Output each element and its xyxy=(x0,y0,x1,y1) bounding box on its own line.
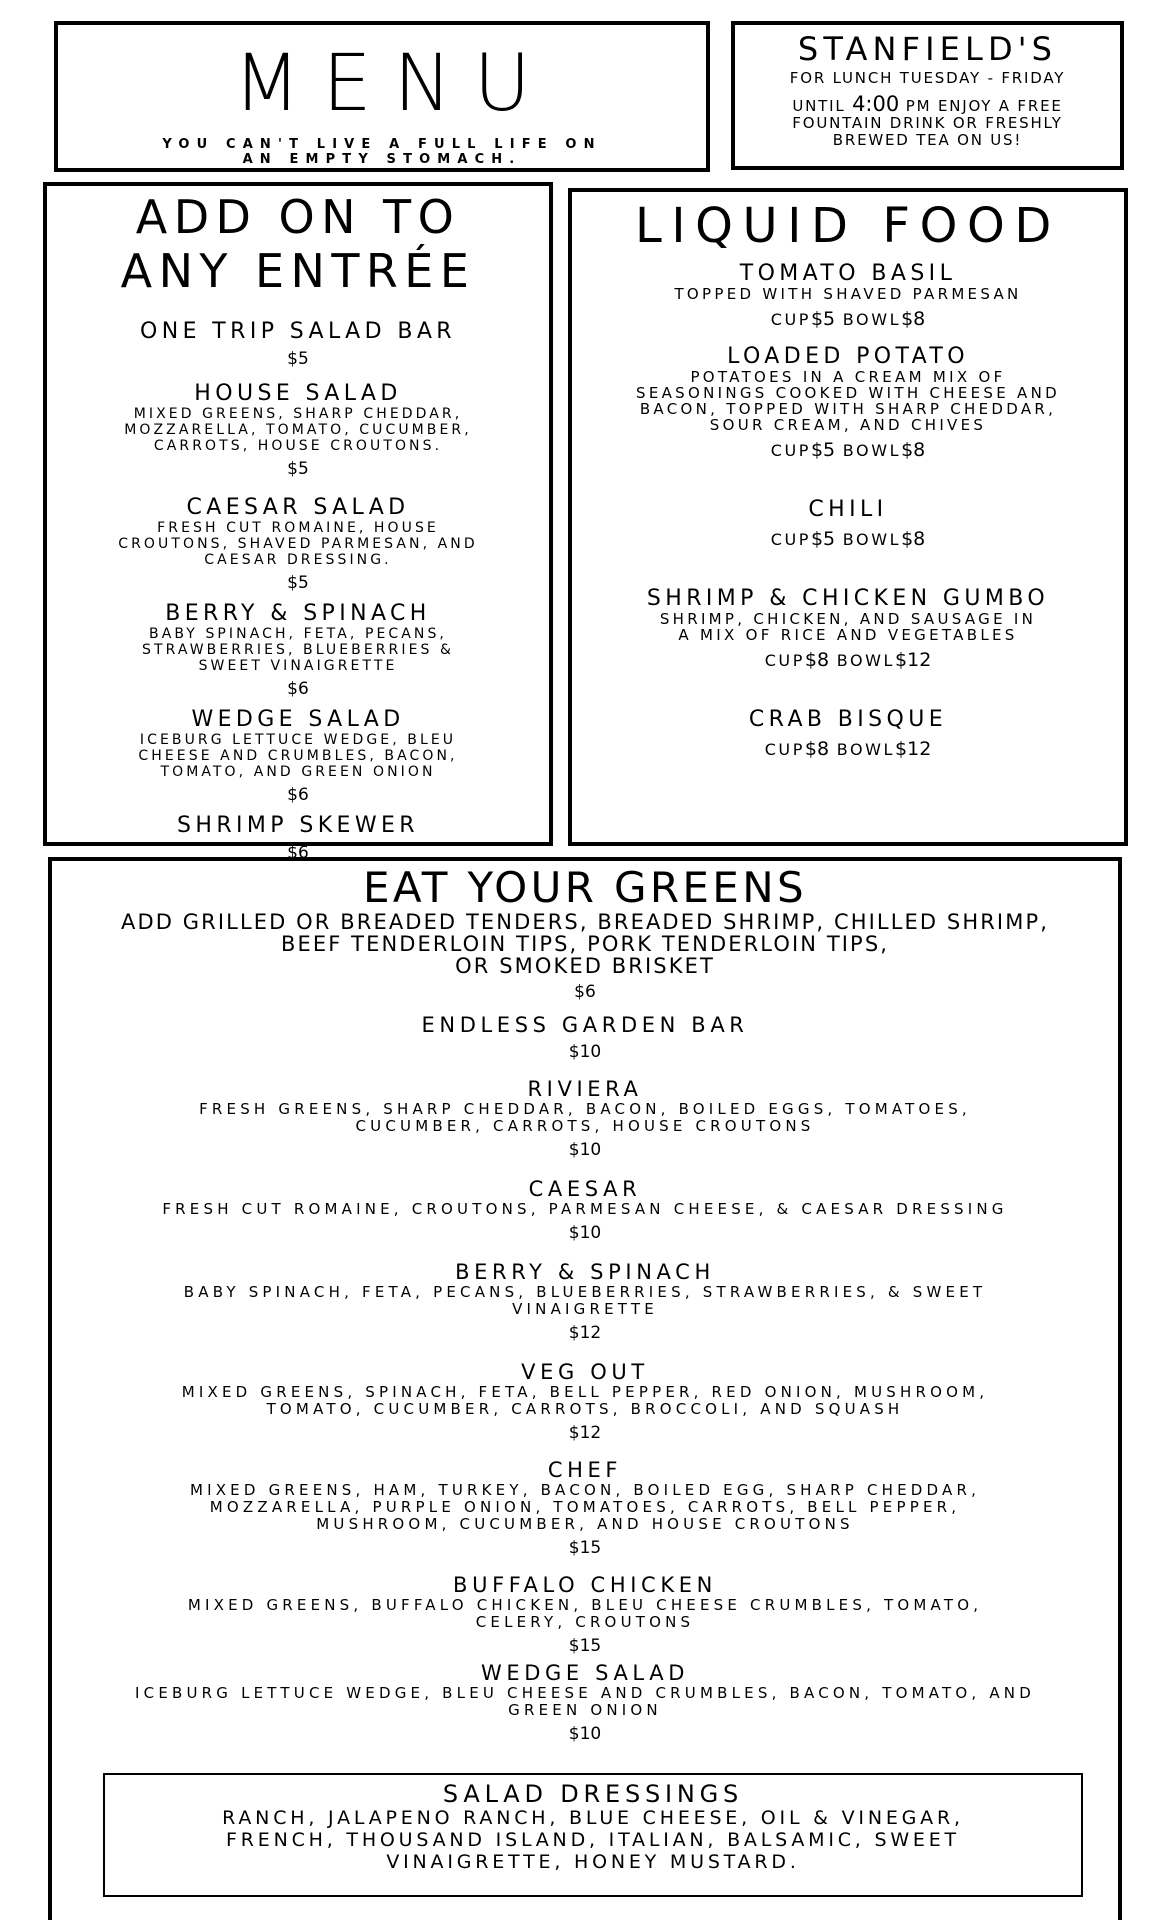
description-line: STRAWBERRIES, BLUEBERRIES & xyxy=(141,642,454,658)
description-line: MOZZARELLA, TOMATO, CUCUMBER, xyxy=(124,422,472,438)
description-line: CROUTONS, SHAVED PARMESAN, AND xyxy=(118,536,478,552)
addon-protein-line: ADD GRILLED OR BREADED TENDERS, BREADED SHRIMP, CHILLED SHRIMP, xyxy=(121,910,1049,934)
salad-description xyxy=(52,1284,1118,1318)
cup-bowl-prices xyxy=(572,439,1124,462)
cup-price: $5 xyxy=(810,439,836,461)
salad-price: $10 xyxy=(568,1223,602,1243)
promo-text: PM ENJOY A FREE xyxy=(899,97,1063,115)
cup-label: CUP xyxy=(764,740,805,759)
description-line: ICEBURG LETTUCE WEDGE, BLEU xyxy=(139,732,457,748)
spacer xyxy=(835,310,843,329)
liquid-food-section xyxy=(568,188,1128,846)
cup-price: $5 xyxy=(810,308,836,330)
cup-bowl-prices xyxy=(572,308,1124,331)
bowl-price: $12 xyxy=(895,738,932,760)
description-line: TOPPED WITH SHAVED PARMESAN xyxy=(674,285,1022,303)
description-line: TOMATO, CUCUMBER, CARROTS, BROCCOLI, AND SQUASH xyxy=(266,1400,904,1418)
liquid-heading: LIQUID FOOD xyxy=(635,198,1061,254)
item-name: WEDGE SALAD xyxy=(191,707,405,732)
bowl-label: BOWL xyxy=(842,530,902,549)
addon-item xyxy=(47,382,549,480)
salad-description xyxy=(52,1201,1118,1218)
description-line: POTATOES IN A CREAM MIX OF xyxy=(690,368,1006,386)
bowl-label: BOWL xyxy=(836,651,896,670)
cup-bowl-prices xyxy=(572,649,1124,672)
description-line: BABY SPINACH, FETA, PECANS, xyxy=(149,626,447,642)
description-line: BABY SPINACH, FETA, PECANS, BLUEBERRIES, STRAWBERRIES, & SWEET xyxy=(183,1283,987,1301)
bowl-price: $8 xyxy=(901,308,926,330)
dressings-list xyxy=(105,1807,1081,1873)
salad-price: $15 xyxy=(568,1636,602,1656)
salad-price: $10 xyxy=(568,1042,602,1062)
salad-name: VEG OUT xyxy=(521,1360,649,1384)
addon-heading-line: ADD ON TO xyxy=(135,190,461,244)
addon-protein-line: OR SMOKED BRISKET xyxy=(455,954,715,978)
addon-list xyxy=(47,320,549,864)
soup-name: SHRIMP & CHICKEN GUMBO xyxy=(646,586,1050,611)
dressings-box xyxy=(103,1773,1083,1897)
addon-heading-line: ANY ENTRÉE xyxy=(120,244,476,298)
salad-item xyxy=(52,1013,1118,1063)
description-line: SOUR CREAM, AND CHIVES xyxy=(709,416,987,434)
menu-title: MENU xyxy=(233,39,553,129)
item-name: ONE TRIP SALAD BAR xyxy=(140,319,456,344)
cup-label: CUP xyxy=(770,441,811,460)
dressings-title: SALAD DRESSINGS xyxy=(442,1780,744,1808)
cup-price: $8 xyxy=(804,649,830,671)
bowl-label: BOWL xyxy=(842,310,902,329)
promo-line: FOR LUNCH TUESDAY - FRIDAY xyxy=(789,69,1066,87)
soup-name: LOADED POTATO xyxy=(727,344,969,369)
promo-time: 4:00 xyxy=(852,92,900,116)
description-line: TOMATO, AND GREEN ONION xyxy=(160,764,436,780)
bowl-label: BOWL xyxy=(842,441,902,460)
description-line: FRESH CUT ROMAINE, CROUTONS, PARMESAN CHEESE, & CAESAR DRESSING xyxy=(162,1200,1008,1218)
description-line: SEASONINGS COOKED WITH CHEESE AND xyxy=(636,384,1060,402)
salad-item xyxy=(52,1458,1118,1559)
dressing-line: VINAIGRETTE, HONEY MUSTARD. xyxy=(386,1851,800,1873)
description-line: CELERY, CROUTONS xyxy=(475,1613,695,1631)
item-name: HOUSE SALAD xyxy=(194,381,402,406)
addon-item xyxy=(47,602,549,700)
item-price: $6 xyxy=(287,785,309,805)
promo-text: UNTIL xyxy=(792,97,853,115)
salad-item xyxy=(52,1661,1118,1745)
dressing-line: FRENCH, THOUSAND ISLAND, ITALIAN, BALSAMIC, SWEET xyxy=(226,1829,960,1851)
tagline-line: YOU CAN'T LIVE A FULL LIFE ON xyxy=(162,137,602,152)
item-description xyxy=(47,406,549,454)
addon-section xyxy=(43,182,553,863)
spacer xyxy=(829,651,837,670)
bowl-price: $8 xyxy=(901,439,926,461)
description-line: MIXED GREENS, HAM, TURKEY, BACON, BOILED EGG, SHARP CHEDDAR, xyxy=(189,1481,981,1499)
greens-section xyxy=(48,857,1122,1920)
description-line: A MIX OF RICE AND VEGETABLES xyxy=(678,626,1018,644)
description-line: SWEET VINAIGRETTE xyxy=(198,658,398,674)
addon-protein-line: BEEF TENDERLOIN TIPS, PORK TENDERLOIN TIPS, xyxy=(280,932,890,956)
item-price: $6 xyxy=(287,843,309,863)
greens-list xyxy=(52,1013,1118,1745)
salad-item xyxy=(52,1573,1118,1657)
description-line: CARROTS, HOUSE CROUTONS. xyxy=(153,438,443,454)
soup-name: CRAB BISQUE xyxy=(748,707,948,732)
promo-line: FOUNTAIN DRINK OR FRESHLY xyxy=(792,114,1063,132)
salad-price: $12 xyxy=(568,1323,602,1343)
promo-line: BREWED TEA ON US! xyxy=(832,131,1023,149)
item-name: BERRY & SPINACH xyxy=(165,601,431,626)
soup-item xyxy=(572,498,1124,551)
item-name: SHRIMP SKEWER xyxy=(177,813,419,838)
addon-item xyxy=(47,320,549,370)
greens-addon-list xyxy=(52,911,1118,977)
soup-description xyxy=(572,286,1124,302)
tagline-line: AN EMPTY STOMACH. xyxy=(242,152,522,167)
salad-name: ENDLESS GARDEN BAR xyxy=(421,1013,749,1037)
salad-name: BUFFALO CHICKEN xyxy=(453,1573,717,1597)
salad-price: $15 xyxy=(568,1538,602,1558)
spacer xyxy=(829,740,837,759)
description-line: GREEN ONION xyxy=(508,1701,662,1719)
salad-name: RIVIERA xyxy=(527,1077,643,1101)
description-line: FRESH GREENS, SHARP CHEDDAR, BACON, BOILED EGGS, TOMATOES, xyxy=(199,1100,971,1118)
item-price: $5 xyxy=(287,349,309,369)
cup-bowl-prices xyxy=(572,528,1124,551)
bowl-price: $8 xyxy=(901,528,926,550)
description-line: FRESH CUT ROMAINE, HOUSE xyxy=(157,520,439,536)
cup-label: CUP xyxy=(764,651,805,670)
salad-name: BERRY & SPINACH xyxy=(455,1260,715,1284)
dressing-line: RANCH, JALAPENO RANCH, BLUE CHEESE, OIL & VINEGAR, xyxy=(222,1807,964,1829)
description-line: CUCUMBER, CARROTS, HOUSE CROUTONS xyxy=(355,1117,815,1135)
soup-item xyxy=(572,708,1124,761)
description-line: BACON, TOPPED WITH SHARP CHEDDAR, xyxy=(639,400,1057,418)
description-line: CAESAR DRESSING. xyxy=(204,552,392,568)
cup-bowl-prices xyxy=(572,738,1124,761)
liquid-list xyxy=(572,262,1124,761)
description-line: MOZZARELLA, PURPLE ONION, TOMATOES, CARROTS, BELL PEPPER, xyxy=(209,1498,961,1516)
menu-title-box xyxy=(54,21,710,172)
cup-price: $8 xyxy=(804,738,830,760)
description-line: MIXED GREENS, BUFFALO CHICKEN, BLEU CHEESE CRUMBLES, TOMATO, xyxy=(187,1596,983,1614)
spacer xyxy=(835,530,843,549)
bowl-label: BOWL xyxy=(836,740,896,759)
salad-item xyxy=(52,1260,1118,1344)
addon-heading xyxy=(47,190,549,298)
salad-description xyxy=(52,1597,1118,1631)
salad-description xyxy=(52,1482,1118,1533)
item-description xyxy=(47,732,549,780)
restaurant-name: STANFIELD'S xyxy=(797,30,1058,68)
salad-description xyxy=(52,1685,1118,1719)
salad-description xyxy=(52,1101,1118,1135)
soup-item xyxy=(572,345,1124,462)
item-price: $5 xyxy=(287,573,309,593)
greens-heading: EAT YOUR GREENS xyxy=(363,863,807,912)
cup-label: CUP xyxy=(770,310,811,329)
cup-label: CUP xyxy=(770,530,811,549)
description-line: MIXED GREENS, SHARP CHEDDAR, xyxy=(133,406,463,422)
soup-description xyxy=(572,369,1124,433)
item-name: CAESAR SALAD xyxy=(186,495,410,520)
item-price: $6 xyxy=(287,679,309,699)
bowl-price: $12 xyxy=(895,649,932,671)
addon-item xyxy=(47,496,549,594)
salad-name: CHEF xyxy=(547,1458,623,1482)
soup-name: CHILI xyxy=(808,497,888,522)
description-line: MIXED GREENS, SPINACH, FETA, BELL PEPPER, RED ONION, MUSHROOM, xyxy=(181,1383,989,1401)
tagline xyxy=(58,137,706,167)
promo-box xyxy=(731,21,1124,170)
greens-addon-price: $6 xyxy=(574,982,596,1002)
salad-item xyxy=(52,1077,1118,1161)
item-price: $5 xyxy=(287,459,309,479)
salad-item xyxy=(52,1177,1118,1244)
promo-line xyxy=(735,92,1120,116)
salad-price: $10 xyxy=(568,1140,602,1160)
description-line: VINAIGRETTE xyxy=(512,1300,658,1318)
soup-item xyxy=(572,262,1124,331)
soup-item xyxy=(572,587,1124,672)
soup-name: TOMATO BASIL xyxy=(739,261,957,286)
item-description xyxy=(47,520,549,568)
spacer xyxy=(835,441,843,460)
soup-description xyxy=(572,611,1124,643)
description-line: SHRIMP, CHICKEN, AND SAUSAGE IN xyxy=(659,610,1037,628)
salad-item xyxy=(52,1360,1118,1444)
description-line: CHEESE AND CRUMBLES, BACON, xyxy=(138,748,458,764)
salad-description xyxy=(52,1384,1118,1418)
salad-name: WEDGE SALAD xyxy=(480,1661,690,1685)
cup-price: $5 xyxy=(810,528,836,550)
description-line: ICEBURG LETTUCE WEDGE, BLEU CHEESE AND CRUMBLES, BACON, TOMATO, AND xyxy=(135,1684,1035,1702)
addon-item xyxy=(47,708,549,806)
salad-name: CAESAR xyxy=(528,1177,642,1201)
description-line: MUSHROOM, CUCUMBER, AND HOUSE CROUTONS xyxy=(316,1515,854,1533)
item-description xyxy=(47,626,549,674)
salad-price: $10 xyxy=(568,1724,602,1744)
salad-price: $12 xyxy=(568,1423,602,1443)
